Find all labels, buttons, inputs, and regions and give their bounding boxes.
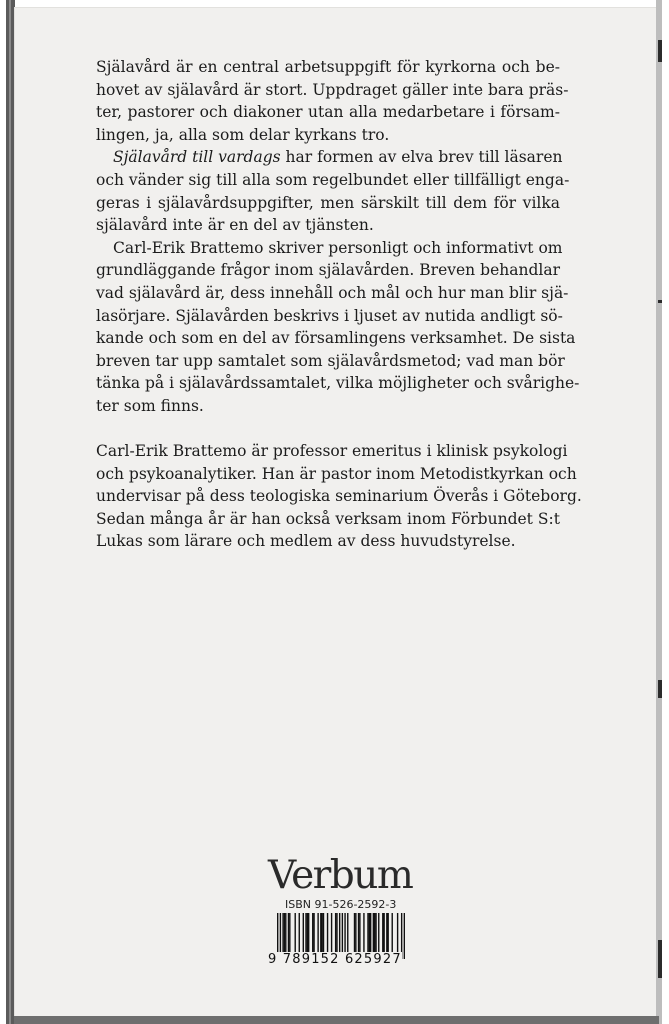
text-line-content: Sedan många år är han också verksam inom Förbundet S:t xyxy=(96,509,560,528)
text-line-content: hovet av själavård är stort. Uppdraget gäller inte bara präs- xyxy=(96,80,569,99)
barcode-bar xyxy=(359,913,360,953)
text-line-content: Carl-Erik Brattemo skriver personligt och informativt om xyxy=(113,238,563,257)
text-line xyxy=(96,372,580,395)
barcode-bar xyxy=(323,913,324,953)
text-line xyxy=(96,101,560,124)
barcode-bar xyxy=(317,913,318,953)
barcode-bar xyxy=(370,913,371,953)
barcode-bar xyxy=(303,913,304,953)
text-line-content: tänka på i själavårdssamtalet, vilka möjligheter och svårighe- xyxy=(96,374,580,393)
text-line xyxy=(96,259,560,282)
barcode-bar xyxy=(358,913,359,953)
text-line xyxy=(96,192,560,215)
barcode-bar xyxy=(363,913,364,953)
barcode-bar xyxy=(369,913,370,953)
book-title-italic: Själavård till vardags xyxy=(113,148,281,167)
text-line-content: ter som finns. xyxy=(96,396,204,415)
barcode-bar xyxy=(289,913,290,953)
text-line-content: undervisar på dess teologiska seminarium Överås i Göteborg. xyxy=(96,487,582,506)
barcode-bar xyxy=(320,913,321,953)
barcode-bar xyxy=(387,913,388,953)
barcode-bar xyxy=(327,913,328,953)
barcode-bar xyxy=(375,913,376,953)
publisher-logo: Verbum xyxy=(268,853,413,898)
text-line xyxy=(96,169,570,192)
text-line xyxy=(96,530,560,553)
barcode-bar xyxy=(295,913,296,953)
text-line xyxy=(96,56,560,79)
isbn-label: ISBN 91-526-2592-3 xyxy=(285,898,397,911)
barcode-bar xyxy=(288,913,289,953)
text-line xyxy=(96,508,560,531)
barcode-bar xyxy=(392,913,393,953)
text-line-content: har formen av elva brev till läsaren xyxy=(280,148,563,167)
barcode-bar xyxy=(386,913,387,953)
text-line-content: Själavård är en central arbetsuppgift för kyrkorna och be- xyxy=(96,58,560,76)
barcode-bar xyxy=(282,913,283,953)
text-line-content: grundläggande frågor inom själavården. Breven behandlar xyxy=(96,261,560,280)
barcode-bar xyxy=(382,913,383,953)
text-line-content: geras i själavårdsuppgifter, men särskilt till dem för vilka xyxy=(96,193,560,212)
barcode-bar xyxy=(355,913,356,953)
barcode-bar xyxy=(367,913,368,953)
text-line-content: Lukas som lärare och medlem av dess huvudstyrelse. xyxy=(96,532,516,551)
text-line xyxy=(96,305,563,328)
text-line-content: lasörjare. Själavården beskrivs i ljuset av nutida andligt sö- xyxy=(96,306,563,325)
barcode-bar xyxy=(313,913,314,953)
text-line xyxy=(96,237,563,260)
text-line-content: vad själavård är, dess innehåll och mål och hur man blir sjä- xyxy=(96,283,569,302)
barcode-bar xyxy=(331,913,332,953)
text-line-content: breven tar upp samtalet som själavårdsmetod; vad man bör xyxy=(96,351,565,370)
text-line-content: och psykoanalytiker. Han är pastor inom Metodistkyrkan och xyxy=(96,464,577,483)
barcode-bar xyxy=(397,913,398,953)
text-line-content: kande och som en del av församlingens verksamhet. De sista xyxy=(96,329,576,348)
text-line xyxy=(96,440,568,463)
barcode-bar xyxy=(373,913,374,953)
text-line-content: och vänder sig till alla som regelbundet eller tillfälligt enga- xyxy=(96,170,570,189)
text-line xyxy=(96,350,565,373)
barcode-bar xyxy=(299,913,300,953)
barcode-bar xyxy=(321,913,322,953)
barcode-bar xyxy=(284,913,285,953)
text-line xyxy=(96,485,582,508)
barcode-bar xyxy=(347,913,348,953)
barcode-bar xyxy=(335,913,336,953)
barcode-bar xyxy=(383,913,384,953)
barcode-bar xyxy=(378,913,379,953)
barcode-bar xyxy=(307,913,308,953)
scan-right-edge xyxy=(656,0,669,1024)
text-line xyxy=(96,79,569,102)
text-line-content: lingen, ja, alla som delar kyrkans tro. xyxy=(96,125,390,144)
text-line xyxy=(96,463,577,486)
text-line-content: Carl-Erik Brattemo är professor emeritus i klinisk psykologi xyxy=(96,442,568,461)
scan-bottom-edge xyxy=(14,1016,659,1024)
text-line xyxy=(96,327,576,350)
barcode-bar xyxy=(305,913,306,953)
barcode-bar xyxy=(285,913,286,953)
paragraph-gap xyxy=(96,418,560,441)
text-line xyxy=(96,282,569,305)
barcode-bar xyxy=(374,913,375,953)
cover-body-text xyxy=(96,56,582,553)
text-line xyxy=(96,214,560,237)
text-line xyxy=(96,124,560,147)
text-line xyxy=(96,146,563,169)
barcode-bar xyxy=(308,913,309,953)
barcode-bar xyxy=(344,913,345,953)
barcode-bar xyxy=(336,913,337,953)
barcode-bar xyxy=(312,913,313,953)
text-line xyxy=(96,395,560,418)
barcode-bar xyxy=(354,913,355,953)
text-line-content: ter, pastorer och diakoner utan alla medarbetare i försam- xyxy=(96,103,560,122)
barcode-digits: 9 789152 625927 xyxy=(268,952,402,967)
text-line-content: själavård inte är en del av tjänsten. xyxy=(96,216,374,235)
